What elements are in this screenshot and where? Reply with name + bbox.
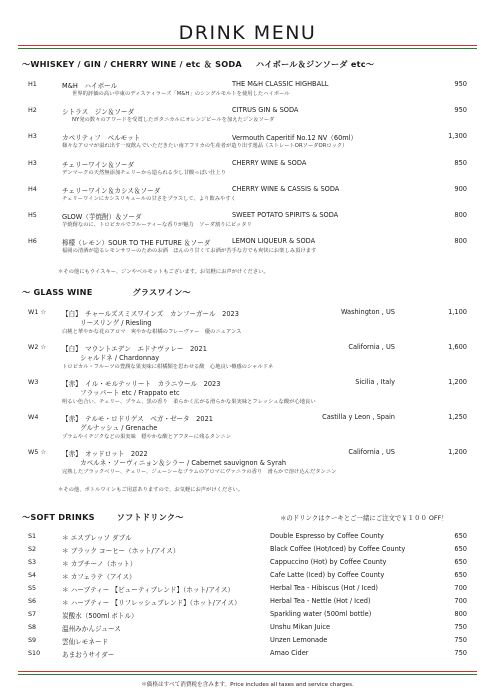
wine-name: 【赤】 テルモ・ロドリゲス ベガ・ゼータ 2021 xyxy=(62,415,213,423)
wine-region: Castilla y Leon , Spain xyxy=(322,413,395,421)
item-code: H2 xyxy=(28,106,37,114)
soft-price: 650 xyxy=(454,532,467,540)
section-heading-whiskey-jp: ハイボール＆ジンソーダ etc〜 xyxy=(255,59,375,69)
item-price: 950 xyxy=(454,106,467,114)
page-title: DRINK MENU xyxy=(178,22,317,44)
wine-region: Sicilia , Italy xyxy=(355,378,395,386)
wine-description: 明るい色合い、チェリー、プラム、黒の香り 柔らかく広がる滑らかな果実味とフレッシュな酸が心地良い xyxy=(62,399,316,405)
item-code: H6 xyxy=(28,237,37,245)
soft-code: S3 xyxy=(28,558,37,566)
wine-name: 【白】 マウントエデン エドナヴァレー 2021 xyxy=(62,345,207,353)
section-heading-whiskey: 〜WHISKEY / GIN / CHERRY WINE / etc ＆ SODA xyxy=(22,59,242,69)
section-heading-glass: 〜 GLASS WINE xyxy=(22,287,93,297)
soft-code: S9 xyxy=(28,636,37,644)
item-name: カペリティフ ベルモット xyxy=(62,134,141,142)
wine-grape: カベルネ・ソーヴィニョン＆シラー / Cabernet sauvignon & Syrah xyxy=(80,459,287,467)
item-description: 世界的評価の高い中東のディスティラーズ「M&H」のシングルモルトを使用したハイボール xyxy=(72,91,290,97)
wine-grape: グルナッシュ / Grenache xyxy=(80,424,158,432)
wine-description: プラムやイチジクなどの果実味 穏やかな酸とアフターに残るタンニン xyxy=(62,434,231,440)
item-name-en: THE M&H CLASSIC HIGHBALL xyxy=(232,80,329,88)
wine-code: W1 ☆ xyxy=(28,308,47,316)
soft-price: 800 xyxy=(454,610,467,618)
bottom-rule-red xyxy=(18,671,477,672)
item-name: チェリーワイン＆カシス＆ソーダ xyxy=(62,187,161,195)
item-name-en: SWEET POTATO SPIRITS & SODA xyxy=(232,211,339,219)
soft-item-s7 xyxy=(0,610,495,622)
soft-name-en: Double Espresso by Coffee County xyxy=(270,532,384,540)
glass-wine-note: ＊その他、ボトルワインもご用意ありますので、お気軽にお声がけください。 xyxy=(58,487,244,493)
wine-code: W4 xyxy=(28,413,39,421)
soft-name: ＊ カプチーノ（ホット） xyxy=(62,560,137,568)
item-price: 850 xyxy=(454,159,467,167)
soft-name-en: Cappuccino (Hot) by Coffee County xyxy=(270,558,387,566)
whiskey-note: ＊その他にもウイスキー、ジンやベルモットもございます。お気軽にお声がけください。 xyxy=(58,269,269,275)
item-description: NY発の数々のアワードを受賞したボタニカルにオレンジピールを加えたジン＆ソーダ xyxy=(72,117,275,123)
item-name: M&H ハイボール xyxy=(62,82,118,90)
section-title-whiskey xyxy=(22,59,374,70)
soft-price: 700 xyxy=(454,584,467,592)
soft-item-s2 xyxy=(0,545,495,557)
soft-price: 650 xyxy=(454,558,467,566)
soft-price: 650 xyxy=(454,571,467,579)
item-price: 800 xyxy=(454,237,467,245)
soft-price: 750 xyxy=(454,636,467,644)
wine-region: California , US xyxy=(348,343,395,351)
soft-code: S4 xyxy=(28,571,37,579)
soft-name: 雲仙レモネード xyxy=(62,638,109,646)
soft-code: S2 xyxy=(28,545,37,553)
wine-price: 1,200 xyxy=(448,378,467,386)
soft-item-s10 xyxy=(0,649,495,661)
item-description: デンマークの天然無添加チェリーから造られる少し甘酸っぱい仕上り xyxy=(62,170,226,176)
soft-name: ＊ ハーブティー 【ビューティブレンド】（ホット/アイス） xyxy=(62,586,235,594)
item-name: チェリーワイン＆ソーダ xyxy=(62,161,135,169)
item-name: GLOW（芋焼酎）＆ソーダ xyxy=(62,213,142,221)
soft-code: S10 xyxy=(28,649,41,657)
soft-price: 650 xyxy=(454,545,467,553)
item-name: 檸檬（レモン）SOUR TO THE FUTURE ＆ソーダ xyxy=(62,239,211,247)
wine-description: トロピカル・フルーツの豊潤な果実味に柑橘類を思わせる酸 心地良い樽感のシャルドネ xyxy=(62,364,274,370)
soft-code: S6 xyxy=(28,597,37,605)
wine-description: 完熟したブラックベリー、チェリー、ジューシーなブラムのアロマにヴァニラの香り 滑らかで溶け込んだタンニン xyxy=(62,469,337,475)
soft-code: S5 xyxy=(28,584,37,592)
item-price: 1,300 xyxy=(448,132,467,140)
top-rule-green xyxy=(18,48,477,49)
soft-name-en: Unshu Mikan Juice xyxy=(270,623,331,631)
wine-code: W3 xyxy=(28,378,39,386)
soft-price: 750 xyxy=(454,623,467,631)
soft-name-en: Black Coffee (Hot/Iced) by Coffee County xyxy=(270,545,406,553)
item-code: H5 xyxy=(28,211,37,219)
wine-name: 【赤】 オッドロット 2022 xyxy=(62,450,148,458)
section-heading-glass-jp: グラスワイン〜 xyxy=(132,287,191,297)
soft-item-s8 xyxy=(0,623,495,635)
soft-drinks-discount-note: ＊のドリンクはケーキとご一緒にご注文で￥１００ OFF！ xyxy=(280,514,448,522)
soft-code: S8 xyxy=(28,623,37,631)
item-price: 900 xyxy=(454,185,467,193)
soft-price: 700 xyxy=(454,597,467,605)
soft-name: ＊ エスプレッソ ダブル xyxy=(62,534,132,542)
section-title-soft-drinks xyxy=(22,512,184,523)
soft-code: S1 xyxy=(28,532,37,540)
item-description: 芋焼酎なのに、トロピカルでフルーティーな香りが魅力 ソーダ割りにピッタリ xyxy=(62,222,252,228)
item-name-en: LEMON LIQUEUR & SODA xyxy=(232,237,316,245)
section-heading-soft-jp: ソフトドリンク〜 xyxy=(116,512,184,522)
soft-name-en: Amao Cider xyxy=(270,649,309,657)
soft-name-en: Sparkling water (500ml bottle) xyxy=(270,610,372,618)
wine-price: 1,200 xyxy=(448,448,467,456)
soft-item-s3 xyxy=(0,558,495,570)
bottom-rule-green xyxy=(18,674,477,675)
item-price: 950 xyxy=(454,80,467,88)
soft-name-en: Herbal Tea - Nettle (Hot / Iced) xyxy=(270,597,371,605)
item-code: H4 xyxy=(28,185,37,193)
wine-region: California , US xyxy=(348,448,395,456)
item-description: チェリーワインにカシスリキュールの甘さをプラスして、より飲みやすく xyxy=(62,196,236,202)
wine-grape: フラッパート etc / Frappato etc xyxy=(80,389,180,397)
item-name-en: CHERRY WINE & CASSIS & SODA xyxy=(232,185,340,193)
soft-name-en: Herbal Tea - Hibiscus (Hot / Iced) xyxy=(270,584,378,592)
soft-price: 750 xyxy=(454,649,467,657)
item-name: シトラス ジン＆ソーダ xyxy=(62,108,135,116)
wine-name: 【白】 チャールズスミスワインズ カンフーガール 2023 xyxy=(62,310,239,318)
soft-name: 温州みかんジュース xyxy=(62,625,121,633)
wine-description: 白桃と華やかな花のアロマ 爽やかな柑橘のフレーヴァー 優のニュアンス xyxy=(62,329,242,335)
item-price: 800 xyxy=(454,211,467,219)
wine-grape: シャルドネ / Chardonnay xyxy=(80,354,160,362)
item-name-en: Vermouth Caperitif No.12 NV（60ml） xyxy=(232,134,358,142)
wine-price: 1,100 xyxy=(448,308,467,316)
item-description: 福岡の清酒が造るレモンサワーのためのお酒 ほんのり甘くてお酒が苦手な方でも爽快にお楽しみ頂けます xyxy=(62,248,317,254)
soft-name: あまおうサイダー xyxy=(62,651,115,659)
wine-price: 1,250 xyxy=(448,413,467,421)
soft-name: ＊ ハーブティー 【リフレッシュブレンド】（ホット/アイス） xyxy=(62,599,241,607)
top-rule-red xyxy=(18,45,477,46)
soft-item-s9 xyxy=(0,636,495,648)
wine-code: W2 ☆ xyxy=(28,343,47,351)
soft-name: ＊ カフェラテ（アイス） xyxy=(62,573,136,581)
item-code: H1 xyxy=(28,80,37,88)
soft-item-s4 xyxy=(0,571,495,583)
wine-grape: リースリング / Riesling xyxy=(80,319,152,327)
soft-name-en: Cafe Latte (Iced) by Coffee County xyxy=(270,571,385,579)
soft-code: S7 xyxy=(28,610,37,618)
wine-code: W5 ☆ xyxy=(28,448,47,456)
item-code: H3 xyxy=(28,132,37,140)
soft-item-s1 xyxy=(0,532,495,544)
soft-item-s6 xyxy=(0,597,495,609)
wine-region: Washington , US xyxy=(340,308,395,316)
soft-name: 炭酸水（500ml ボトル） xyxy=(62,612,138,620)
soft-item-s5 xyxy=(0,584,495,596)
wine-name: 【赤】 イル・モルテッリート カラニウール 2023 xyxy=(62,380,221,388)
item-name-en: CITRUS GIN & SODA xyxy=(232,106,299,114)
item-description: 様々なアロマが溢れ出す一度飲んでいただきたい南アフリカの生産者が造り出す逸品（ストレートORソーダORロック） xyxy=(62,143,348,149)
soft-name: ＊ ブラック コーヒー（ホット/アイス） xyxy=(62,547,180,555)
section-heading-soft: 〜SOFT DRINKS xyxy=(22,512,95,522)
item-code: H3 xyxy=(28,159,37,167)
wine-price: 1,600 xyxy=(448,343,467,351)
section-title-glass-wine xyxy=(22,287,191,298)
item-name-en: CHERRY WINE & SODA xyxy=(232,159,307,167)
soft-name-en: Unzen Lemonade xyxy=(270,636,328,644)
tax-note: ＊価格はすべて消費税を含みます。Price includes all taxes and service charges. xyxy=(141,682,354,688)
